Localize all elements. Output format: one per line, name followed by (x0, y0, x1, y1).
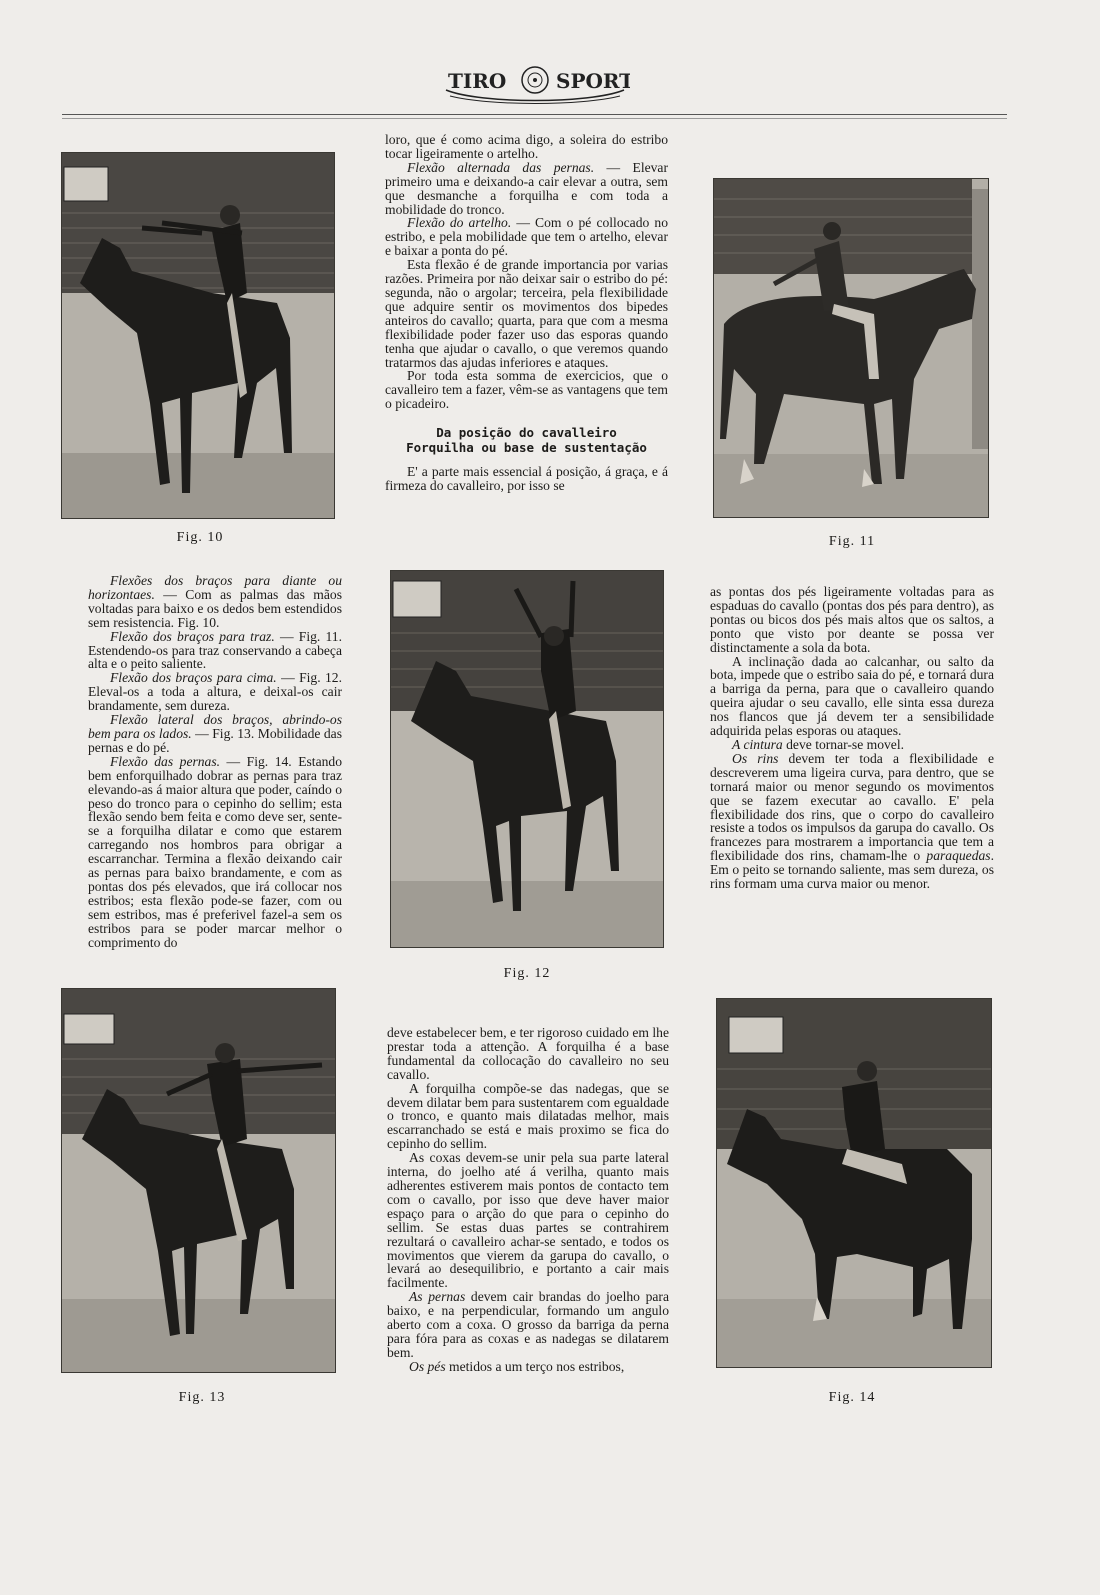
paragraph-text: devem cair brandas do joelho para baixo, e na perpendicular, formando um angulo aberto com a coxa. O grosso da barriga da perna para fóra para as coxas e as nadegas se dilatarem bem. (387, 1289, 669, 1360)
paragraph: A inclinação dada ao calcanhar, ou salto da bota, impede que o estribo saia do pé, e tornará dura a barriga da perna, para que o cavalleiro quando queira ajudar o seu cavallo, elle sinta essa dureza nos flancos que já devem ter a sensibilidade adquirida pelas esporas ou ataques. (710, 653, 994, 739)
svg-text:SPORT: SPORT (556, 69, 630, 93)
figure-14-photo (716, 998, 992, 1368)
subheading-italic: Flexão do artelho. (407, 215, 512, 231)
paragraph-text: — Com o pé collocado no estribo, e pela mobilidade que tem o artelho, elevar e baixar a ponta do pé. (385, 215, 668, 259)
paragraph-text: — Fig. 12. Eleval-os a toda a altura, e deixal-os cair brandamente, sem dureza. (88, 670, 342, 714)
subheading-italic: Flexão lateral dos braços, abrindo-os bem para os lados. (88, 712, 342, 741)
paragraph-text: metidos a um terço nos estribos, (445, 1358, 625, 1374)
paragraph: As coxas devem-se unir pela sua parte lateral interna, do joelho até á verilha, quanto mais adherentes estiverem mais pontos de contacto tem com o cavallo, por isso que deve haver maior espaço para o arção do que para o cepinho do sellim. Se estas duas partes se contrahirem rezultará o cavalleiro achar-se sentado, e todos os movimentos que vierem da garupa do cavallo, o levará ao desequilibrio, e portanto a cair mais facilmente. (387, 1150, 669, 1291)
text-column-mid-right (710, 585, 994, 891)
text-column-top-center (385, 133, 668, 493)
paragraph-text: — Fig. 11. Estendendo-os para traz conservando a cabeça alta e o peito saliente. (88, 628, 342, 672)
paragraph (88, 713, 342, 755)
subheading-italic: Flexões dos braços para diante ou horizontaes. (88, 573, 342, 602)
paragraph-text: — Fig. 13. Mobilidade das pernas e do pé. (88, 725, 342, 755)
paragraph: Por toda esta somma de exercicios, que o cavalleiro tem a fazer, vêm-se as vantagens que tem o picadeiro. (385, 368, 668, 412)
subheading-italic: Os pés (409, 1358, 446, 1374)
paragraph (88, 755, 342, 950)
subheading-italic: Flexão dos braços para cima. (110, 670, 277, 686)
paragraph: A forquilha compõe-se das nadegas, que se devem dilatar bem para sustentarem com egualdade o tronco, e quanto mais dilatadas melhor, mais escarranchado se está e mais proximo se fica do cepinho do sellim. (387, 1080, 669, 1152)
figure-12-photo (390, 570, 664, 948)
svg-text:TIRO: TIRO (448, 69, 507, 93)
figure-13-caption: Fig. 13 (178, 1390, 226, 1405)
subheading-italic: Flexão alternada das pernas. (407, 159, 595, 175)
paragraph-text: . Em o peito se tornando saliente, mas sem dureza, os rins formam uma curva maior ou menor. (710, 848, 994, 892)
subheading-italic: Os rins (732, 750, 779, 766)
paragraph: as pontas dos pés ligeiramente voltadas para as espaduas do cavallo (pontas dos pés para dentro), as pontas ou bicos dos pés mais altos que os saltos, a ponto que visto por deante se possa ver distinctamente a sola da bota. (710, 584, 994, 655)
paragraph: Esta flexão é de grande importancia por varias razões. Primeira por não deixar sair o estribo do pé: segunda, não o argolar; terceira, pela flexibilidade que adquire sentir os movimentos dos bipedes anteiros do cavallo; quarta, para que com a mesma flexibilidade poder fazer uso das esporas quando tenha que ajudar o cavallo, o que veremos quando tratarmos das ajudas inferiores e ataques. (385, 257, 668, 370)
term-italic: paraquedas (926, 848, 991, 864)
paragraph (387, 1290, 669, 1360)
section-heading-line2: Forquilha ou base de sustentação (406, 440, 647, 456)
paragraph-text: — Elevar primeiro uma e deixando-a cair elevar a outra, sem que desmanche a forquilha e com toda a mobilidade do tronco. (385, 159, 668, 217)
paragraph (88, 671, 342, 713)
paragraph (88, 630, 342, 672)
figure-13-photo (61, 988, 336, 1373)
text-column-bottom-center (387, 1026, 669, 1374)
figure-11-photo (713, 178, 989, 518)
paragraph: E' a parte mais essencial á posição, á graça, e á firmeza do cavalleiro, por isso se (385, 464, 668, 494)
figure-10-photo (61, 152, 335, 519)
paragraph-text: deve tornar-se movel. (782, 736, 905, 752)
subheading-italic: Flexão dos braços para traz. (110, 628, 275, 644)
text-column-mid-left (88, 574, 342, 949)
section-heading-line1: Da posição do cavalleiro (436, 425, 617, 441)
paragraph (710, 738, 994, 752)
paragraph-text: — Com as palmas das mãos voltadas para baixo e os dedos bem estendidos sem resistencia. Fig. 10. (88, 586, 342, 630)
figure-11-caption: Fig. 11 (828, 534, 876, 549)
figure-12-caption: Fig. 12 (503, 966, 551, 981)
paragraph (385, 161, 668, 217)
figure-10-caption: Fig. 10 (176, 530, 224, 545)
section-heading (385, 425, 668, 455)
paragraph (387, 1360, 669, 1374)
paragraph-text: devem ter toda a flexibilidade e descreverem uma ligeira curva, para dentro, que se tornará maior ou menor segundo os movimentos que se fazem executar ao cavallo. E' pela flexibilidade dos rins, que o corpo do cavalleiro resiste a todos os impulsos da garupa do cavallo. Os francezes para mostrarem a importancia que tem a flexibilidade dos rins, chamam-lhe o (710, 750, 994, 864)
header-rule-thin (62, 118, 1007, 119)
subheading-italic: As pernas (409, 1289, 466, 1305)
paragraph (88, 574, 342, 630)
paragraph: deve estabelecer bem, e ter rigoroso cuidado em lhe prestar toda a attenção. A forquilha é a base fundamental da collocação do cavalleiro no seu cavallo. (387, 1025, 669, 1082)
paragraph (710, 752, 994, 891)
paragraph-text: — Fig. 14. Estando bem enforquilhado dobrar as pernas para traz elevando-as á maior altura que poder, caíndo o peso do tronco para o cepinho do sellim; esta flexão sendo bem feita e como deve ser, sente-se a forquilha dilatar e como que estarem carregando nos hombros para obrigar a escarranchar. Termina a flexão deixando cair as pernas para baixo brandamente, e com as pontas dos pés elevados, que irá collocar nos estribos; esta flexão pode-se fazer, com ou sem estribos, mas é preferivel fazel-a sem os estribos para se poder marcar melhor o comprimento do (88, 753, 342, 950)
subheading-italic: A cintura (732, 736, 783, 752)
subheading-italic: Flexão das pernas. (110, 753, 221, 769)
header-rule (62, 114, 1007, 115)
paragraph: loro, que é como acima digo, a soleira do estribo tocar ligeiramente o artelho. (385, 132, 668, 161)
masthead-logo (440, 60, 630, 106)
figure-14-caption: Fig. 14 (828, 1390, 876, 1405)
paragraph (385, 216, 668, 258)
